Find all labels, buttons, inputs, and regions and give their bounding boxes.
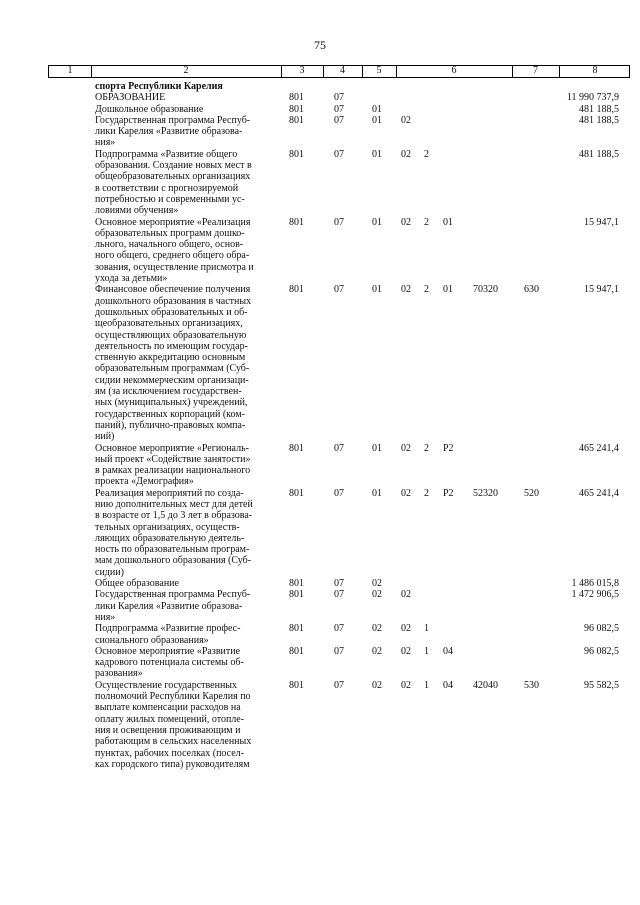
cell-c5: 02 bbox=[372, 645, 382, 657]
row-name-line: пунктах, рабочих поселках (посел- bbox=[95, 747, 244, 759]
row-name-line: в соответствии с прогнозируемой bbox=[95, 182, 239, 194]
cell-c5: 02 bbox=[372, 679, 382, 691]
row-name-line: ность по образовательным програм- bbox=[95, 544, 250, 556]
table-row bbox=[0, 284, 640, 442]
row-name-line: образовательным программам (Суб- bbox=[95, 363, 250, 375]
row-name-line: проекта «Демография» bbox=[95, 476, 194, 488]
cell-c3: 801 bbox=[289, 442, 304, 454]
cell-c4: 07 bbox=[334, 216, 344, 228]
cell-c6c: 01 bbox=[443, 284, 453, 296]
cell-c8: 15 947,1 bbox=[584, 216, 619, 228]
row-name-line: оплату жилых помещений, отопле- bbox=[95, 713, 245, 725]
row-name bbox=[95, 149, 280, 217]
row-name-line: Основное мероприятие «Региональ- bbox=[95, 442, 249, 454]
row-name bbox=[95, 578, 280, 589]
cell-c6d: 42040 bbox=[473, 679, 498, 691]
header-col-7: 7 bbox=[533, 65, 538, 76]
row-name-line: сидии некоммерческим организаци- bbox=[95, 374, 249, 386]
cell-c5: 01 bbox=[372, 284, 382, 296]
cell-c6c: 01 bbox=[443, 216, 453, 228]
cell-c3: 801 bbox=[289, 148, 304, 160]
row-name-line: общеобразовательных организациях bbox=[95, 171, 251, 183]
budget-table-body bbox=[0, 81, 640, 770]
row-name-line: паний), публично-правовых компа- bbox=[95, 419, 246, 431]
cell-c4: 07 bbox=[334, 148, 344, 160]
row-name-line: ухода за детьми» bbox=[95, 273, 168, 285]
header-col-1: 1 bbox=[67, 65, 73, 76]
row-name bbox=[95, 217, 280, 285]
cell-c8: 96 082,5 bbox=[584, 645, 619, 657]
cell-c6b: 1 bbox=[424, 645, 429, 657]
cell-c8: 15 947,1 bbox=[584, 284, 619, 296]
table-row bbox=[0, 92, 640, 103]
row-name-line: тельных организациях, осуществ- bbox=[95, 521, 240, 533]
cell-c6a: 02 bbox=[401, 645, 411, 657]
row-name-line: ного общего, среднего общего обра- bbox=[95, 250, 250, 262]
row-name-line: ний) bbox=[95, 431, 115, 443]
row-name-line: Подпрограмма «Развитие общего bbox=[95, 148, 238, 160]
cell-c3: 801 bbox=[289, 92, 304, 104]
row-name bbox=[95, 646, 280, 680]
cell-c3: 801 bbox=[289, 114, 304, 126]
row-name-line: ных (муниципальных) учреждений, bbox=[95, 397, 248, 409]
cell-c5: 01 bbox=[372, 114, 382, 126]
cell-c6b: 2 bbox=[424, 216, 429, 228]
row-name bbox=[95, 115, 280, 149]
row-name-line: работающим в сельских населенных bbox=[95, 736, 252, 748]
cell-c3: 801 bbox=[289, 284, 304, 296]
table-row bbox=[0, 217, 640, 285]
row-name-line: Общее образование bbox=[95, 578, 179, 590]
row-name-line: Финансовое обеспечение получения bbox=[95, 284, 251, 296]
cell-c5: 01 bbox=[372, 103, 382, 115]
row-name-line: потребностью и современными ус- bbox=[95, 193, 245, 205]
cell-c6b: 2 bbox=[424, 284, 429, 296]
cell-c5: 02 bbox=[372, 578, 382, 590]
table-row bbox=[0, 646, 640, 680]
cell-c4: 07 bbox=[334, 284, 344, 296]
row-name-line: Основное мероприятие «Развитие bbox=[95, 645, 241, 657]
cell-c6c: P2 bbox=[443, 442, 454, 454]
row-name-line: Основное мероприятие «Реализация bbox=[95, 216, 251, 228]
cell-c4: 07 bbox=[334, 92, 344, 104]
row-name-line: дошкольного образования в частных bbox=[95, 295, 252, 307]
cell-c7: 530 bbox=[524, 679, 539, 691]
row-name-line: мам дошкольного образования (Суб- bbox=[95, 555, 252, 567]
cell-c5: 01 bbox=[372, 216, 382, 228]
row-name-line: нию дополнительных мест для детей bbox=[95, 498, 253, 510]
table-row bbox=[0, 81, 640, 92]
cell-c4: 07 bbox=[334, 103, 344, 115]
header-col-3: 3 bbox=[299, 65, 305, 76]
header-col-8: 8 bbox=[592, 65, 598, 76]
row-name-line: Осуществление государственных bbox=[95, 679, 238, 691]
row-name-line: ляющих образовательную деятель- bbox=[95, 532, 245, 544]
header-col-5: 5 bbox=[376, 65, 382, 76]
cell-c8: 1 472 906,5 bbox=[571, 589, 619, 601]
row-name-line: льного, начального общего, основ- bbox=[95, 239, 244, 251]
page-number: 75 bbox=[314, 38, 326, 52]
row-name-line: разования» bbox=[95, 668, 143, 680]
cell-c8: 481 188,5 bbox=[579, 114, 619, 126]
row-name-line: сионального образования» bbox=[95, 634, 209, 646]
row-name bbox=[95, 443, 280, 488]
row-name-line: лики Карелия «Развитие образова- bbox=[95, 126, 243, 138]
cell-c6a: 02 bbox=[401, 114, 411, 126]
row-name bbox=[95, 488, 280, 578]
cell-c6a: 02 bbox=[401, 487, 411, 499]
row-name-line: дошкольных образовательных и об- bbox=[95, 306, 248, 318]
cell-c7: 630 bbox=[524, 284, 539, 296]
table-row bbox=[0, 149, 640, 217]
cell-c8: 481 188,5 bbox=[579, 148, 619, 160]
row-name bbox=[95, 589, 280, 623]
row-name-line: Государственная программа Респуб- bbox=[95, 589, 251, 601]
cell-c8: 465 241,4 bbox=[579, 487, 619, 499]
cell-c6a: 02 bbox=[401, 623, 411, 635]
row-name-line: ния и освещения проживающим и bbox=[95, 724, 241, 736]
row-name bbox=[95, 284, 280, 442]
header-col-4: 4 bbox=[340, 65, 345, 76]
row-name-line: ках городского типа) руководителям bbox=[95, 758, 250, 770]
cell-c4: 07 bbox=[334, 578, 344, 590]
table-row bbox=[0, 623, 640, 646]
header-col-6: 6 bbox=[451, 65, 457, 76]
cell-c8: 11 990 737,9 bbox=[566, 92, 619, 104]
table-row bbox=[0, 589, 640, 623]
row-name-line: кадрового потенциала системы об- bbox=[95, 657, 244, 669]
header-col-2: 2 bbox=[183, 65, 189, 76]
table-row bbox=[0, 578, 640, 589]
row-name bbox=[95, 92, 280, 103]
row-name-line: осуществляющих образовательную bbox=[95, 329, 247, 341]
cell-c3: 801 bbox=[289, 589, 304, 601]
cell-c8: 95 582,5 bbox=[584, 679, 619, 691]
cell-c4: 07 bbox=[334, 487, 344, 499]
row-name-line: щеобразовательных организациях, bbox=[95, 318, 243, 330]
row-name-line: ОБРАЗОВАНИЕ bbox=[95, 92, 166, 104]
cell-c8: 465 241,4 bbox=[579, 442, 619, 454]
cell-c6b: 2 bbox=[424, 487, 429, 499]
row-name-line: ственную аккредитацию основным bbox=[95, 352, 246, 364]
row-name-line: ный проект «Содействие занятости» bbox=[95, 453, 251, 465]
table-header bbox=[48, 65, 630, 78]
cell-c5: 02 bbox=[372, 623, 382, 635]
row-name bbox=[95, 680, 280, 770]
row-name-line: в возрасте от 1,5 до 3 лет в образова- bbox=[95, 510, 253, 522]
row-name-line: Подпрограмма «Развитие профес- bbox=[95, 623, 241, 635]
table-row bbox=[0, 680, 640, 770]
cell-c5: 01 bbox=[372, 148, 382, 160]
cell-c8: 96 082,5 bbox=[584, 623, 619, 635]
row-name-line: полномочий Республики Карелия по bbox=[95, 691, 251, 703]
table-row bbox=[0, 115, 640, 149]
cell-c5: 01 bbox=[372, 442, 382, 454]
cell-c6d: 52320 bbox=[473, 487, 498, 499]
row-name-line: Реализация мероприятий по созда- bbox=[95, 487, 244, 499]
row-name-line: образовательных программ дошко- bbox=[95, 227, 245, 239]
table-row bbox=[0, 488, 640, 578]
cell-c6c: 04 bbox=[443, 679, 453, 691]
cell-c3: 801 bbox=[289, 679, 304, 691]
cell-c6d: 70320 bbox=[473, 284, 498, 296]
cell-c5: 01 bbox=[372, 487, 382, 499]
row-name-line: зования, осуществление присмотра и bbox=[95, 261, 254, 273]
table-row bbox=[0, 443, 640, 488]
cell-c3: 801 bbox=[289, 578, 304, 590]
row-name-line: ния» bbox=[95, 137, 116, 149]
cell-c4: 07 bbox=[334, 442, 344, 454]
cell-c6c: P2 bbox=[443, 487, 454, 499]
cell-c3: 801 bbox=[289, 623, 304, 635]
row-name-line: спорта Республики Карелия bbox=[95, 81, 223, 92]
row-name-line: образования. Создание новых мест в bbox=[95, 160, 252, 172]
cell-c6a: 02 bbox=[401, 284, 411, 296]
cell-c6a: 02 bbox=[401, 216, 411, 228]
cell-c6b: 2 bbox=[424, 148, 429, 160]
cell-c6a: 02 bbox=[401, 589, 411, 601]
cell-c4: 07 bbox=[334, 645, 344, 657]
row-name-line: Государственная программа Респуб- bbox=[95, 114, 251, 126]
cell-c3: 801 bbox=[289, 216, 304, 228]
cell-c6a: 02 bbox=[401, 148, 411, 160]
row-name bbox=[95, 81, 280, 92]
row-name-line: лики Карелия «Развитие образова- bbox=[95, 600, 243, 612]
table-row bbox=[0, 104, 640, 115]
cell-c6b: 2 bbox=[424, 442, 429, 454]
cell-c4: 07 bbox=[334, 679, 344, 691]
cell-c4: 07 bbox=[334, 623, 344, 635]
row-name-line: сидии) bbox=[95, 566, 124, 578]
cell-c6a: 02 bbox=[401, 442, 411, 454]
row-name bbox=[95, 104, 280, 115]
cell-c4: 07 bbox=[334, 114, 344, 126]
cell-c3: 801 bbox=[289, 645, 304, 657]
cell-c6b: 1 bbox=[424, 679, 429, 691]
row-name-line: в рамках реализации национального bbox=[95, 465, 251, 477]
cell-c6b: 1 bbox=[424, 623, 429, 635]
cell-c8: 481 188,5 bbox=[579, 103, 619, 115]
cell-c4: 07 bbox=[334, 589, 344, 601]
row-name-line: государственных корпораций (ком- bbox=[95, 408, 245, 420]
cell-c3: 801 bbox=[289, 103, 304, 115]
cell-c8: 1 486 015,8 bbox=[571, 578, 619, 590]
row-name-line: выплате компенсации расходов на bbox=[95, 702, 241, 714]
row-name-line: ния» bbox=[95, 611, 116, 623]
cell-c6c: 04 bbox=[443, 645, 453, 657]
row-name-line: Дошкольное образование bbox=[95, 103, 204, 115]
cell-c3: 801 bbox=[289, 487, 304, 499]
row-name bbox=[95, 623, 280, 646]
cell-c7: 520 bbox=[524, 487, 539, 499]
cell-c5: 02 bbox=[372, 589, 382, 601]
row-name-line: ловиями обучения» bbox=[95, 205, 179, 217]
cell-c6a: 02 bbox=[401, 679, 411, 691]
row-name-line: ям (за исключением государствен- bbox=[95, 386, 242, 398]
row-name-line: деятельность по имеющим государ- bbox=[95, 340, 248, 352]
